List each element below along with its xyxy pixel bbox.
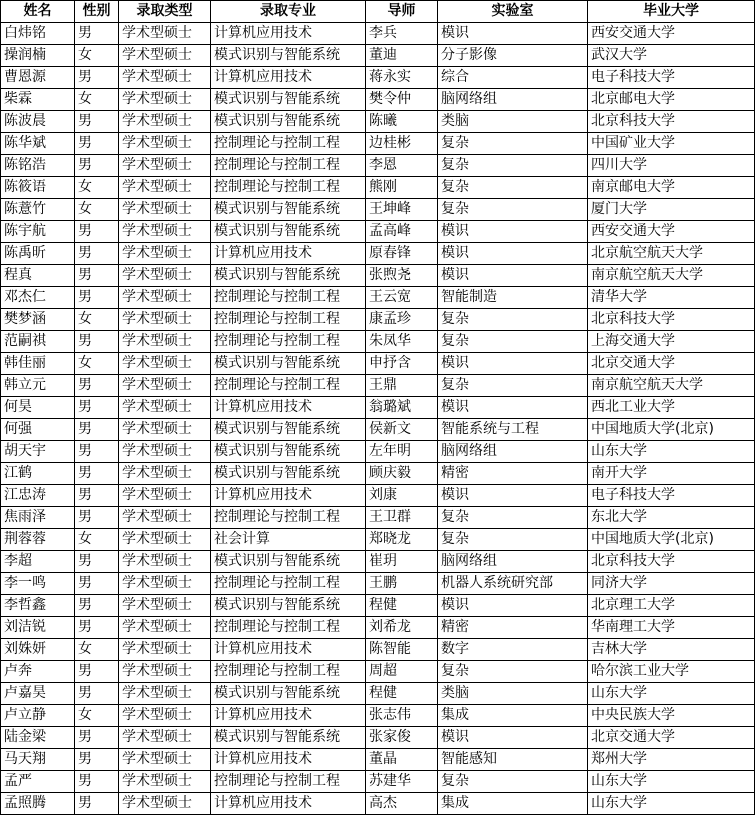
cell-lab: 模识: [438, 221, 588, 243]
cell-major: 控制理论与控制工程: [211, 177, 366, 199]
header-lab: 实验室: [438, 1, 588, 23]
cell-university: 中国地质大学(北京): [588, 419, 755, 441]
cell-advisor: 高杰: [366, 793, 438, 815]
cell-advisor: 原春锋: [366, 243, 438, 265]
cell-admission-type: 学术型硕士: [119, 793, 211, 815]
cell-advisor: 张煦尧: [366, 265, 438, 287]
cell-university: 中国地质大学(北京): [588, 529, 755, 551]
table-row: [1, 309, 755, 331]
cell-lab: 复杂: [438, 331, 588, 353]
cell-name: 何昊: [1, 397, 75, 419]
cell-advisor: 程健: [366, 683, 438, 705]
cell-major: 控制理论与控制工程: [211, 331, 366, 353]
cell-admission-type: 学术型硕士: [119, 551, 211, 573]
cell-advisor: 董晶: [366, 749, 438, 771]
cell-advisor: 程健: [366, 595, 438, 617]
cell-name: 焦雨泽: [1, 507, 75, 529]
cell-admission-type: 学术型硕士: [119, 287, 211, 309]
cell-advisor: 郑晓龙: [366, 529, 438, 551]
table-row: [1, 111, 755, 133]
cell-admission-type: 学术型硕士: [119, 353, 211, 375]
cell-university: 华南理工大学: [588, 617, 755, 639]
cell-major: 模式识别与智能系统: [211, 89, 366, 111]
cell-major: 模式识别与智能系统: [211, 111, 366, 133]
cell-advisor: 翁璐斌: [366, 397, 438, 419]
cell-major: 控制理论与控制工程: [211, 507, 366, 529]
cell-gender: 男: [75, 727, 119, 749]
cell-university: 南开大学: [588, 463, 755, 485]
cell-gender: 女: [75, 705, 119, 727]
table-row: [1, 89, 755, 111]
table-row: [1, 287, 755, 309]
cell-major: 模式识别与智能系统: [211, 419, 366, 441]
table-row: [1, 661, 755, 683]
cell-gender: 男: [75, 67, 119, 89]
cell-gender: 女: [75, 199, 119, 221]
cell-advisor: 崔玥: [366, 551, 438, 573]
cell-name: 范嗣祺: [1, 331, 75, 353]
header-gender: 性别: [75, 1, 119, 23]
cell-lab: 智能制造: [438, 287, 588, 309]
cell-gender: 男: [75, 331, 119, 353]
cell-admission-type: 学术型硕士: [119, 155, 211, 177]
cell-name: 韩佳丽: [1, 353, 75, 375]
cell-lab: 分子影像: [438, 45, 588, 67]
table-row: [1, 683, 755, 705]
cell-lab: 复杂: [438, 155, 588, 177]
cell-major: 计算机应用技术: [211, 23, 366, 45]
table-row: [1, 265, 755, 287]
cell-lab: 脑网络组: [438, 441, 588, 463]
cell-name: 陈波晨: [1, 111, 75, 133]
cell-university: 北京航空航天大学: [588, 243, 755, 265]
cell-major: 计算机应用技术: [211, 705, 366, 727]
cell-advisor: 周超: [366, 661, 438, 683]
cell-major: 控制理论与控制工程: [211, 133, 366, 155]
cell-university: 武汉大学: [588, 45, 755, 67]
table-row: [1, 375, 755, 397]
cell-major: 模式识别与智能系统: [211, 199, 366, 221]
cell-advisor: 陈智能: [366, 639, 438, 661]
cell-advisor: 孟高峰: [366, 221, 438, 243]
cell-lab: 复杂: [438, 375, 588, 397]
cell-advisor: 王鹏: [366, 573, 438, 595]
cell-admission-type: 学术型硕士: [119, 485, 211, 507]
cell-name: 白炜铭: [1, 23, 75, 45]
cell-name: 陈筱语: [1, 177, 75, 199]
cell-major: 控制理论与控制工程: [211, 617, 366, 639]
table-row: [1, 529, 755, 551]
table-row: [1, 23, 755, 45]
cell-university: 南京航空航天大学: [588, 265, 755, 287]
cell-university: 山东大学: [588, 441, 755, 463]
cell-university: 北京科技大学: [588, 551, 755, 573]
cell-gender: 女: [75, 177, 119, 199]
cell-name: 李一鸣: [1, 573, 75, 595]
cell-advisor: 张家俊: [366, 727, 438, 749]
cell-admission-type: 学术型硕士: [119, 221, 211, 243]
table-row: [1, 595, 755, 617]
cell-gender: 女: [75, 353, 119, 375]
cell-university: 北京交通大学: [588, 727, 755, 749]
cell-university: 北京科技大学: [588, 111, 755, 133]
cell-lab: 模识: [438, 243, 588, 265]
cell-major: 计算机应用技术: [211, 639, 366, 661]
table-row: [1, 221, 755, 243]
cell-major: 控制理论与控制工程: [211, 375, 366, 397]
cell-university: 北京邮电大学: [588, 89, 755, 111]
cell-university: 电子科技大学: [588, 67, 755, 89]
table-row: [1, 243, 755, 265]
cell-university: 同济大学: [588, 573, 755, 595]
cell-name: 孟照腾: [1, 793, 75, 815]
cell-lab: 模识: [438, 595, 588, 617]
cell-gender: 男: [75, 375, 119, 397]
cell-gender: 男: [75, 287, 119, 309]
cell-advisor: 刘希龙: [366, 617, 438, 639]
cell-admission-type: 学术型硕士: [119, 331, 211, 353]
cell-lab: 模识: [438, 23, 588, 45]
cell-major: 控制理论与控制工程: [211, 309, 366, 331]
cell-advisor: 熊刚: [366, 177, 438, 199]
cell-university: 北京交通大学: [588, 353, 755, 375]
cell-university: 四川大学: [588, 155, 755, 177]
cell-university: 吉林大学: [588, 639, 755, 661]
cell-university: 清华大学: [588, 287, 755, 309]
cell-major: 控制理论与控制工程: [211, 661, 366, 683]
table-row: [1, 705, 755, 727]
cell-advisor: 王卫群: [366, 507, 438, 529]
cell-admission-type: 学术型硕士: [119, 617, 211, 639]
cell-university: 中央民族大学: [588, 705, 755, 727]
cell-name: 胡天宇: [1, 441, 75, 463]
cell-major: 模式识别与智能系统: [211, 265, 366, 287]
cell-university: 西北工业大学: [588, 397, 755, 419]
cell-university: 中国矿业大学: [588, 133, 755, 155]
cell-name: 江忠涛: [1, 485, 75, 507]
cell-advisor: 樊令仲: [366, 89, 438, 111]
cell-name: 柴霖: [1, 89, 75, 111]
cell-university: 电子科技大学: [588, 485, 755, 507]
cell-admission-type: 学术型硕士: [119, 749, 211, 771]
cell-admission-type: 学术型硕士: [119, 661, 211, 683]
cell-advisor: 王鼎: [366, 375, 438, 397]
cell-gender: 男: [75, 683, 119, 705]
table-row: [1, 573, 755, 595]
cell-advisor: 李恩: [366, 155, 438, 177]
cell-gender: 男: [75, 485, 119, 507]
cell-name: 江鹤: [1, 463, 75, 485]
cell-major: 计算机应用技术: [211, 397, 366, 419]
cell-lab: 精密: [438, 617, 588, 639]
header-admission-type: 录取类型: [119, 1, 211, 23]
cell-admission-type: 学术型硕士: [119, 397, 211, 419]
cell-lab: 复杂: [438, 199, 588, 221]
cell-lab: 复杂: [438, 529, 588, 551]
cell-advisor: 刘康: [366, 485, 438, 507]
table-row: [1, 67, 755, 89]
cell-admission-type: 学术型硕士: [119, 683, 211, 705]
cell-major: 模式识别与智能系统: [211, 441, 366, 463]
cell-major: 模式识别与智能系统: [211, 727, 366, 749]
cell-lab: 脑网络组: [438, 89, 588, 111]
table-row: [1, 485, 755, 507]
cell-major: 模式识别与智能系统: [211, 595, 366, 617]
cell-name: 操润楠: [1, 45, 75, 67]
cell-lab: 复杂: [438, 177, 588, 199]
cell-admission-type: 学术型硕士: [119, 529, 211, 551]
cell-lab: 模识: [438, 353, 588, 375]
cell-admission-type: 学术型硕士: [119, 507, 211, 529]
cell-university: 西安交通大学: [588, 221, 755, 243]
cell-advisor: 申抒含: [366, 353, 438, 375]
cell-lab: 类脑: [438, 111, 588, 133]
cell-name: 陈薏竹: [1, 199, 75, 221]
table-row: [1, 419, 755, 441]
cell-advisor: 王坤峰: [366, 199, 438, 221]
cell-admission-type: 学术型硕士: [119, 133, 211, 155]
cell-university: 厦门大学: [588, 199, 755, 221]
cell-university: 哈尔滨工业大学: [588, 661, 755, 683]
table-row: [1, 727, 755, 749]
header-major: 录取专业: [211, 1, 366, 23]
cell-lab: 模识: [438, 397, 588, 419]
cell-advisor: 王云宽: [366, 287, 438, 309]
cell-gender: 女: [75, 45, 119, 67]
cell-university: 郑州大学: [588, 749, 755, 771]
cell-admission-type: 学术型硕士: [119, 199, 211, 221]
header-university: 毕业大学: [588, 1, 755, 23]
table-row: [1, 45, 755, 67]
cell-gender: 男: [75, 419, 119, 441]
cell-admission-type: 学术型硕士: [119, 243, 211, 265]
cell-lab: 集成: [438, 705, 588, 727]
cell-name: 卢立静: [1, 705, 75, 727]
cell-major: 计算机应用技术: [211, 67, 366, 89]
cell-gender: 男: [75, 661, 119, 683]
cell-name: 陈禹昕: [1, 243, 75, 265]
cell-gender: 男: [75, 573, 119, 595]
cell-university: 东北大学: [588, 507, 755, 529]
cell-admission-type: 学术型硕士: [119, 45, 211, 67]
cell-major: 计算机应用技术: [211, 243, 366, 265]
cell-major: 控制理论与控制工程: [211, 573, 366, 595]
cell-university: 山东大学: [588, 771, 755, 793]
cell-major: 控制理论与控制工程: [211, 287, 366, 309]
cell-admission-type: 学术型硕士: [119, 705, 211, 727]
cell-admission-type: 学术型硕士: [119, 771, 211, 793]
cell-lab: 复杂: [438, 507, 588, 529]
cell-advisor: 顾庆毅: [366, 463, 438, 485]
cell-advisor: 康孟珍: [366, 309, 438, 331]
cell-lab: 机器人系统研究部: [438, 573, 588, 595]
table-row: [1, 177, 755, 199]
cell-gender: 男: [75, 551, 119, 573]
cell-gender: 男: [75, 463, 119, 485]
cell-major: 控制理论与控制工程: [211, 771, 366, 793]
cell-major: 模式识别与智能系统: [211, 463, 366, 485]
cell-university: 北京理工大学: [588, 595, 755, 617]
header-name: 姓名: [1, 1, 75, 23]
cell-university: 西安交通大学: [588, 23, 755, 45]
cell-major: 模式识别与智能系统: [211, 683, 366, 705]
cell-name: 马天翔: [1, 749, 75, 771]
cell-name: 孟严: [1, 771, 75, 793]
cell-major: 计算机应用技术: [211, 749, 366, 771]
cell-gender: 男: [75, 617, 119, 639]
table-row: [1, 749, 755, 771]
table-row: [1, 133, 755, 155]
cell-gender: 女: [75, 639, 119, 661]
cell-university: 山东大学: [588, 793, 755, 815]
cell-gender: 男: [75, 771, 119, 793]
table-row: [1, 353, 755, 375]
cell-name: 樊梦涵: [1, 309, 75, 331]
table-row: [1, 155, 755, 177]
cell-gender: 男: [75, 507, 119, 529]
cell-lab: 数字: [438, 639, 588, 661]
cell-major: 模式识别与智能系统: [211, 221, 366, 243]
cell-gender: 男: [75, 23, 119, 45]
cell-admission-type: 学术型硕士: [119, 441, 211, 463]
cell-admission-type: 学术型硕士: [119, 89, 211, 111]
cell-lab: 智能感知: [438, 749, 588, 771]
cell-lab: 脑网络组: [438, 551, 588, 573]
cell-admission-type: 学术型硕士: [119, 375, 211, 397]
cell-admission-type: 学术型硕士: [119, 639, 211, 661]
cell-gender: 男: [75, 397, 119, 419]
cell-gender: 女: [75, 529, 119, 551]
table-row: [1, 507, 755, 529]
table-body: [1, 23, 755, 815]
cell-lab: 智能系统与工程: [438, 419, 588, 441]
cell-gender: 男: [75, 793, 119, 815]
table-row: [1, 551, 755, 573]
cell-name: 韩立元: [1, 375, 75, 397]
cell-lab: 复杂: [438, 133, 588, 155]
cell-lab: 复杂: [438, 309, 588, 331]
cell-advisor: 朱凤华: [366, 331, 438, 353]
cell-gender: 男: [75, 749, 119, 771]
header-advisor: 导师: [366, 1, 438, 23]
cell-name: 李哲鑫: [1, 595, 75, 617]
cell-name: 卢奔: [1, 661, 75, 683]
cell-advisor: 侯新文: [366, 419, 438, 441]
table-row: [1, 771, 755, 793]
cell-gender: 男: [75, 595, 119, 617]
cell-lab: 类脑: [438, 683, 588, 705]
cell-name: 卢嘉昊: [1, 683, 75, 705]
cell-admission-type: 学术型硕士: [119, 177, 211, 199]
cell-advisor: 董迪: [366, 45, 438, 67]
cell-university: 南京航空航天大学: [588, 375, 755, 397]
cell-name: 陈铭浩: [1, 155, 75, 177]
table-row: [1, 441, 755, 463]
cell-advisor: 边桂彬: [366, 133, 438, 155]
cell-name: 李超: [1, 551, 75, 573]
cell-name: 曹恩源: [1, 67, 75, 89]
header-row: [1, 1, 755, 23]
cell-university: 上海交通大学: [588, 331, 755, 353]
cell-admission-type: 学术型硕士: [119, 595, 211, 617]
cell-advisor: 苏建华: [366, 771, 438, 793]
cell-gender: 男: [75, 221, 119, 243]
cell-admission-type: 学术型硕士: [119, 419, 211, 441]
cell-name: 邓杰仁: [1, 287, 75, 309]
cell-major: 模式识别与智能系统: [211, 45, 366, 67]
cell-admission-type: 学术型硕士: [119, 67, 211, 89]
cell-admission-type: 学术型硕士: [119, 265, 211, 287]
cell-gender: 男: [75, 111, 119, 133]
cell-name: 陈华斌: [1, 133, 75, 155]
cell-name: 荆蓉蓉: [1, 529, 75, 551]
cell-advisor: 蒋永实: [366, 67, 438, 89]
cell-major: 模式识别与智能系统: [211, 353, 366, 375]
cell-major: 控制理论与控制工程: [211, 155, 366, 177]
cell-admission-type: 学术型硕士: [119, 463, 211, 485]
cell-gender: 男: [75, 243, 119, 265]
table-row: [1, 199, 755, 221]
cell-name: 刘洁锐: [1, 617, 75, 639]
cell-major: 计算机应用技术: [211, 793, 366, 815]
cell-gender: 女: [75, 309, 119, 331]
cell-name: 陈宇航: [1, 221, 75, 243]
cell-university: 山东大学: [588, 683, 755, 705]
cell-advisor: 左年明: [366, 441, 438, 463]
cell-lab: 集成: [438, 793, 588, 815]
cell-name: 程真: [1, 265, 75, 287]
cell-advisor: 陈曦: [366, 111, 438, 133]
cell-admission-type: 学术型硕士: [119, 309, 211, 331]
cell-advisor: 李兵: [366, 23, 438, 45]
cell-lab: 模识: [438, 727, 588, 749]
cell-admission-type: 学术型硕士: [119, 727, 211, 749]
cell-admission-type: 学术型硕士: [119, 111, 211, 133]
cell-major: 模式识别与智能系统: [211, 551, 366, 573]
table-row: [1, 463, 755, 485]
cell-university: 南京邮电大学: [588, 177, 755, 199]
table-row: [1, 617, 755, 639]
cell-gender: 男: [75, 155, 119, 177]
cell-gender: 男: [75, 133, 119, 155]
cell-admission-type: 学术型硕士: [119, 23, 211, 45]
cell-lab: 精密: [438, 463, 588, 485]
table-row: [1, 397, 755, 419]
cell-lab: 模识: [438, 265, 588, 287]
cell-major: 社会计算: [211, 529, 366, 551]
cell-lab: 复杂: [438, 771, 588, 793]
table-row: [1, 639, 755, 661]
cell-name: 刘姝妍: [1, 639, 75, 661]
table-row: [1, 793, 755, 815]
table-row: [1, 331, 755, 353]
cell-lab: 模识: [438, 485, 588, 507]
cell-name: 陆金梁: [1, 727, 75, 749]
cell-lab: 复杂: [438, 661, 588, 683]
cell-gender: 男: [75, 441, 119, 463]
cell-advisor: 张志伟: [366, 705, 438, 727]
cell-admission-type: 学术型硕士: [119, 573, 211, 595]
cell-major: 计算机应用技术: [211, 485, 366, 507]
cell-gender: 女: [75, 89, 119, 111]
cell-university: 北京科技大学: [588, 309, 755, 331]
cell-name: 何强: [1, 419, 75, 441]
cell-lab: 综合: [438, 67, 588, 89]
cell-gender: 男: [75, 265, 119, 287]
